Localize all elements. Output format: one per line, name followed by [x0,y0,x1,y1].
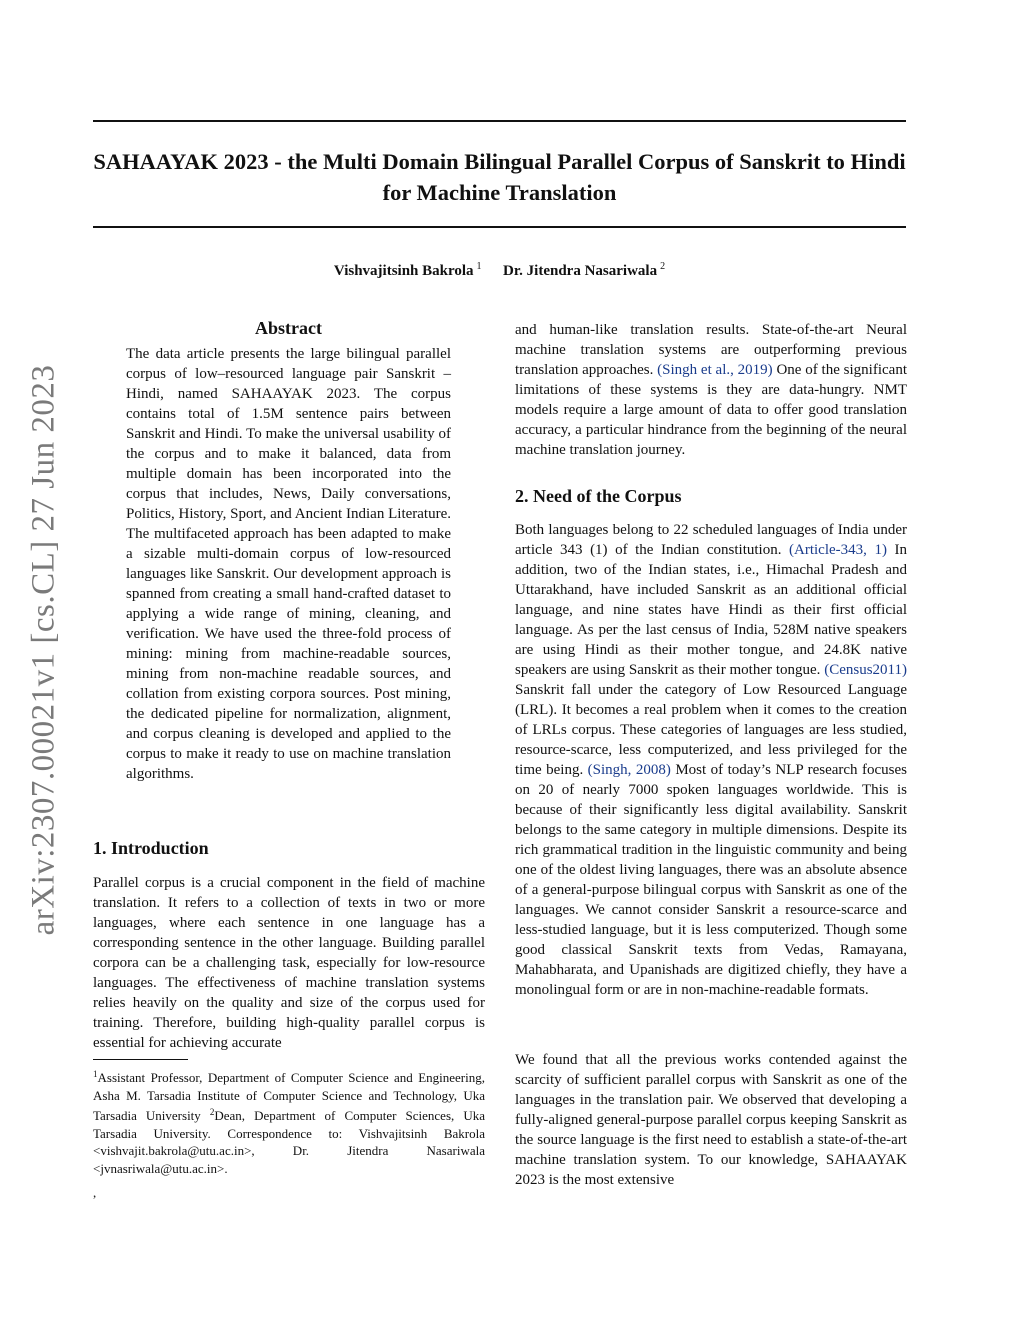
paragraph-text: Both languages belong to 22 scheduled languages of India under article 343 (1) of the Indian constitution. [515,522,907,558]
footnote-text: Dean, Department of Computer Sciences, Uka Tarsadia University. Correspondence to: Vishvajitsinh Bakrola <vishvajit.bakrola@utu.ac.in>, Dr. Jitendra Nasariwala <jvnasriwala@utu.ac.in>. [93,1108,485,1176]
abstract-text: The data article presents the large bilingual parallel corpus of low–resourced language pair Sanskrit – Hindi, named SAHAAYAK 2023. The corpus contains total of 1.5M sentence pairs between Sanskrit and Hindi. To make the universal usability of the corpus and to make it balanced, data from multiple domain has been incorporated into the corpus that includes, News, Daily conversations, Politics, History, Sport, and Ancient Indian Literature. The multifaceted approach has been adapted to make a sizable multi-domain corpus of low-resourced languages like Sanskrit. Our development approach is spanned from creating a small hand-crafted dataset to applying a wide range of mining, cleaning, and verification. We have used the three-fold process of mining: mining from machine-readable sources, mining from non-machine readable sources, and collation from existing corpora sources. Post mining, the dedicated pipeline for normalization, alignment, and corpus cleaning is developed and applied to the corpus to make it ready to use on machine translation algorithms. [126,346,451,782]
author-affiliation-mark: 2 [660,261,666,272]
paragraph-text: Sanskrit fall under the category of Low Resourced Language (LRL). It becomes a real problem when it comes to the creation of LRLs corpus. These categories of languages are less studied, resource-scarce, less computerized, and less privileged for the time being. [515,682,907,778]
paragraph-text: and human-like translation results. State-of-the-art Neural machine translation systems are outperforming previous translation approaches. [515,322,907,378]
author-name: Dr. Jitendra Nasariwala [503,263,658,279]
citation-link[interactable]: (Singh, 2008) [587,762,671,778]
introduction-heading: 1. Introduction [93,838,209,858]
footnote-text: Assistant Professor, Department of Computer Science and Engineering, Asha M. Tarsadia Institute of Computer Science and Technology, Uka Tarsadia University [93,1070,485,1123]
citation-link[interactable]: (Singh et al., 2019) [657,362,773,378]
author-affiliation-mark: 1 [476,261,482,272]
footnote-rule [93,1059,188,1060]
footnote [93,1066,485,1177]
author-name: Vishvajitsinh Bakrola [333,263,474,279]
introduction-continuation [515,320,907,460]
title-top-rule [93,120,906,122]
paragraph-text: Most of today’s NLP research focuses on 20 of nearly 7000 spoken languages worldwide. This is because of their significantly less digital availability. Sanskrit belongs to the same category in multiple dimensions. Despite its rich grammatical tradition in the linguistic community and being one of the oldest living languages, there was an absolute absence of a general-purpose bilingual corpus with Sanskrit as one of the languages. We cannot consider Sanskrit a resource-scarce and less-studied language, but it is less computerized. Though some good classical Sanskrit texts from Vedas, Ramayana, Mahabharata, and Upanishads are digitized chiefly, they have a monolingual form or are in non-machine-readable formats. [515,762,907,998]
paragraph-text: In addition, two of the Indian states, i.e., Himachal Pradesh and Uttarakhand, have included Sanskrit as an additional official language, and nine states have Hindi as their first official language. As per the last census of India, 528M native speakers are using Hindi as their mother tongue, and 24.8K native speakers are using Sanskrit as their mother tongue. [515,542,907,678]
footnote-mark: 2 [209,1107,215,1117]
footnote-mark: 1 [93,1069,98,1079]
abstract-heading: Abstract [255,318,322,338]
paragraph-text: One of the significant limitations of these systems is they are data-hungry. NMT models require a large amount of data to offer good translation accuracy, a particular hindrance from the beginning of the neural machine translation journey. [515,362,907,458]
arxiv-identifier: arXiv:2307.00021v1 [cs.CL] 27 Jun 2023 [25,364,62,936]
need-heading: 2. Need of the Corpus [515,486,682,506]
paper-title: SAHAAYAK 2023 - the Multi Domain Bilingual Parallel Corpus of Sanskrit to Hindi for Machine Translation [93,149,906,205]
citation-link[interactable]: (Census2011) [824,662,907,678]
need-paragraph [515,520,907,1000]
need-paragraph-2: We found that all the previous works contended against the scarcity of sufficient parallel corpus with Sanskrit as one of the languages in the translation pair. We observed that developing a fully-aligned general-purpose parallel corpus keeping Sanskrit as the source language is the first need to establish a state-of-the-art machine translation system. To our knowledge, SAHAAYAK 2023 is the most extensive [515,1052,907,1188]
citation-link[interactable]: (Article-343, 1) [789,542,887,558]
introduction-paragraph: Parallel corpus is a crucial component in the field of machine translation. It refers to a collection of texts in two or more languages, where each sentence in one language has a corresponding sentence in the other language. Building parallel corpora can be a challenging task, especially for low-resource languages. The effectiveness of machine translation systems relies heavily on the quality and size of the corpus used for training. Therefore, building high-quality parallel corpus is essential for achieving accurate [93,875,485,1051]
title-bottom-rule [93,226,906,228]
author-list [93,261,906,280]
trailing-mark: , [93,1185,97,1200]
arxiv-sidebar [0,0,90,1325]
